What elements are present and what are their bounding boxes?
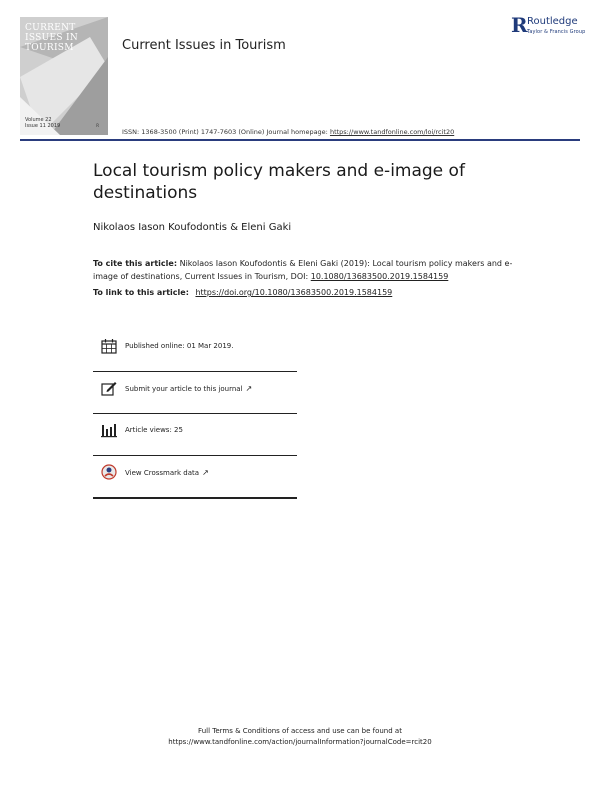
issn-text: ISSN: 1368-3500 (Print) 1747-7603 (Online) Journal homepage: xyxy=(122,128,328,136)
external-link-icon: ↗ xyxy=(245,384,253,393)
cite-text: Nikolaos Iason Koufodontis & Eleni Gaki (2019): Local tourism policy makers and e-image of destinations, Current Issues in Tourism, DOI: xyxy=(93,259,513,281)
routledge-logo-icon: R xyxy=(511,13,528,37)
crossmark-icon xyxy=(101,464,117,480)
article-link[interactable]: https://doi.org/10.1080/13683500.2019.1584159 xyxy=(195,288,393,297)
terms-link[interactable]: https://www.tandfonline.com/action/journalInformation?journalCode=rcit20 xyxy=(168,738,432,746)
article-title: Local tourism policy makers and e-image of destinations xyxy=(93,161,465,203)
article-info-list xyxy=(93,330,297,499)
cover-publisher-mark: R xyxy=(96,123,99,128)
submit-row[interactable] xyxy=(93,372,297,414)
views-row xyxy=(93,414,297,456)
publisher-logo[interactable] xyxy=(511,14,591,40)
crossmark-row[interactable] xyxy=(93,456,297,499)
issn-line xyxy=(122,128,454,136)
footer xyxy=(0,726,600,748)
publisher-subtitle: Taylor & Francis Group xyxy=(527,29,586,35)
cover-volume: Volume 22 Issue 11 2019 xyxy=(25,117,61,129)
doi-link[interactable]: 10.1080/13683500.2019.1584159 xyxy=(310,272,449,281)
cite-label: To cite this article: xyxy=(93,259,178,268)
bar-chart-icon xyxy=(101,422,117,438)
link-label: To link to this article: xyxy=(93,288,189,297)
header-divider xyxy=(20,139,580,141)
terms-text: Full Terms & Conditions of access and use can be found at xyxy=(198,727,402,735)
calendar-icon xyxy=(101,338,117,354)
crossmark-label: View Crossmark data xyxy=(125,469,200,477)
publisher-name: Routledge xyxy=(527,16,578,27)
submit-article-link[interactable] xyxy=(125,384,252,393)
journal-cover xyxy=(20,17,108,135)
article-views: Article views: 25 xyxy=(125,426,183,434)
published-date: Published online: 01 Mar 2019. xyxy=(125,342,234,350)
external-link-icon: ↗ xyxy=(202,468,209,477)
submit-article-label: Submit your article to this journal xyxy=(125,385,243,393)
crossmark-link[interactable] xyxy=(125,468,209,477)
journal-homepage-link[interactable]: https://www.tandfonline.com/loi/rcit20 xyxy=(329,128,455,136)
citation-block xyxy=(93,257,513,283)
article-authors: Nikolaos Iason Koufodontis & Eleni Gaki xyxy=(93,222,292,233)
edit-icon xyxy=(101,380,117,396)
link-block xyxy=(93,288,392,297)
published-row xyxy=(93,330,297,372)
cover-title: CURRENT ISSUES IN TOURISM xyxy=(25,23,79,53)
journal-title[interactable]: Current Issues in Tourism xyxy=(122,38,286,53)
